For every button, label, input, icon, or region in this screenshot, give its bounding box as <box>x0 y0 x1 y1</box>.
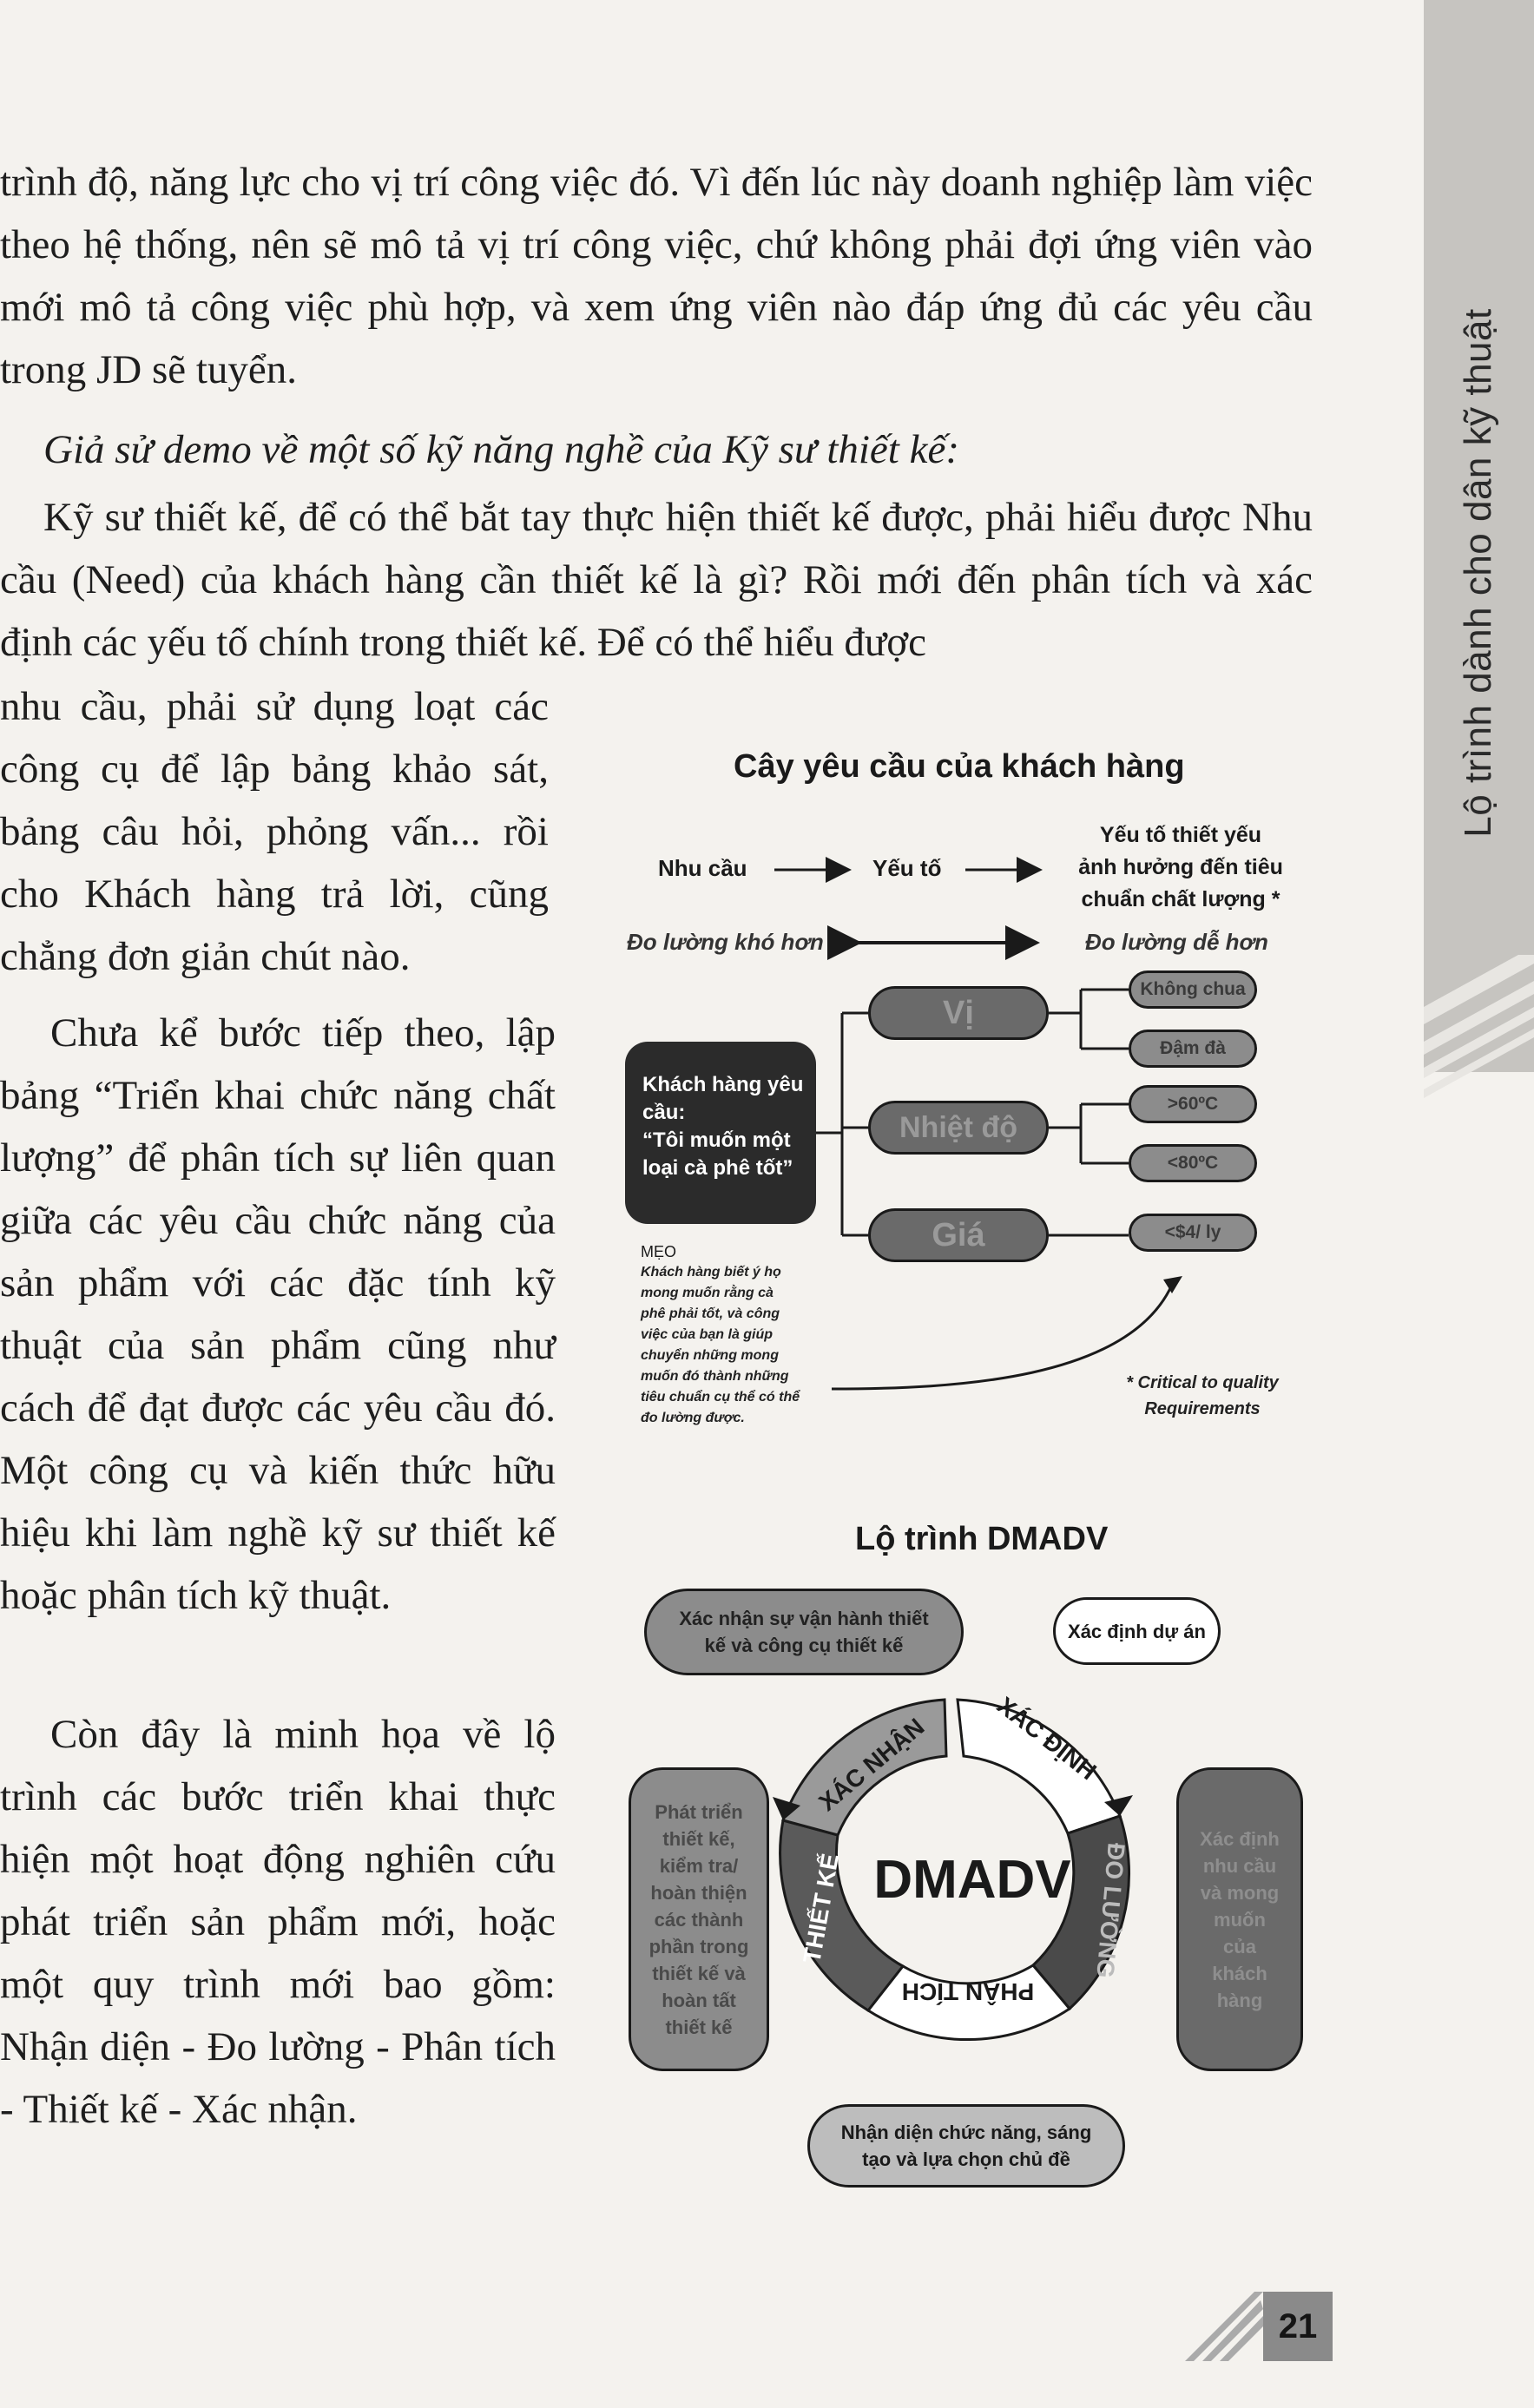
paragraph-3: Kỹ sư thiết kế, để có thể bắt tay thực hiện thiết kế được, phải hiểu được Nhu cầu (Need) của khách hàng cần thiết kế là gì? Rồi mới đến phân tích và xác định các yếu tố chính trong thiết kế. Để có thể hiểu được <box>0 495 1313 665</box>
harder-label: Đo lường khó hơn <box>627 929 824 955</box>
page-number-stripes <box>1185 2292 1263 2361</box>
factor-temperature: Nhiệt độ <box>868 1101 1049 1155</box>
easier-label: Đo lường dễ hơn <box>1085 929 1268 955</box>
tree-title: Cây yêu cầu của khách hàng <box>734 748 1185 785</box>
ctq-above-60: >60ºC <box>1129 1085 1257 1123</box>
running-head: Lộ trình dành cho dân kỹ thuật <box>1457 308 1499 838</box>
box-measure-line: muốn <box>1214 1908 1266 1931</box>
box-measure-line: của <box>1223 1935 1256 1957</box>
segment-measure-label: ĐO LƯỜNG <box>1091 1841 1130 1979</box>
box-design-line: thiết kế và <box>652 1962 746 1984</box>
box-measure-line: nhu cầu <box>1202 1854 1277 1877</box>
segment-design-label: THIẾT KẾ <box>798 1851 844 1965</box>
box-design-line: Phát triển <box>655 1800 743 1823</box>
box-verify-line1: Xác nhận sự vận hành thiết <box>679 1608 929 1629</box>
box-design-line: thiết kế, <box>662 1827 735 1850</box>
box-design-line: phần trong <box>648 1935 749 1957</box>
ctq-below-80: <80ºC <box>1129 1144 1257 1182</box>
paragraph-1: trình độ, năng lực cho vị trí công việc đó. Vì đến lúc này doanh nghiệp làm việc theo hệ thống, nên sẽ mô tả vị trí công việc, chứ không phải đợi ứng viên vào mới mô tả công việc phù hợp, và xem ứng viên nào đáp ứng đủ các yêu cầu trong JD sẽ tuyển. <box>0 160 1313 392</box>
col-need: Nhu cầu <box>658 855 747 881</box>
box-verify-line2: kế và công cụ thiết kế <box>704 1635 904 1656</box>
ctq-rich: Đậm đà <box>1129 1030 1257 1068</box>
ctq-price: <$4/ ly <box>1129 1214 1257 1252</box>
tip-line: đo lường được. <box>641 1411 745 1425</box>
factor-taste: Vị <box>868 986 1049 1040</box>
box-design-line: các thành <box>654 1908 744 1931</box>
box-design-line: thiết kế <box>665 2016 733 2038</box>
box-measure-line: và mong <box>1200 1881 1280 1904</box>
box-analyze-line1: Nhận diện chức năng, sáng <box>840 2122 1092 2143</box>
ctq-note-line1: * Critical to quality <box>1126 1373 1279 1392</box>
ctq-not-sour: Không chua <box>1129 970 1257 1009</box>
col-ctq-line2: ảnh hưởng đến tiêu <box>1078 855 1283 879</box>
tip-line: phê phải tốt, và công <box>641 1306 780 1321</box>
box-measure-line: khách <box>1212 1962 1267 1984</box>
paragraph-5: Chưa kể bước tiếp theo, lập bảng “Triển khai chức năng chất lượng” để phân tích sự liên quan giữa các yêu cầu chức năng của sản phẩm với các đặc tính kỹ thuật của sản phẩm cũng như cách để đạt được các yêu cầu đó. Một công cụ và kiến thức hữu hiệu khi làm nghề kỹ sư thiết kế hoặc phân tích kỹ thuật. <box>0 1010 556 1618</box>
dmadv-ring <box>773 1692 1133 2040</box>
col-factor: Yếu tố <box>872 855 942 881</box>
col-ctq-line3: chuẩn chất lượng * <box>1081 887 1281 911</box>
customer-line4: loại cà phê tốt” <box>642 1156 793 1180</box>
customer-line3: “Tôi muốn một <box>642 1128 791 1152</box>
tip-line: Khách hàng biết ý họ <box>641 1265 781 1280</box>
box-define: Xác định dự án <box>1053 1597 1221 1665</box>
tip-line: việc của bạn là giúp <box>641 1327 774 1342</box>
ctq-note-line2: Requirements <box>1144 1399 1261 1418</box>
paragraph-2: Giả sử demo về một số kỹ năng nghề của Kỹ sư thiết kế: <box>43 427 959 472</box>
box-design-line: kiểm tra/ <box>659 1854 739 1877</box>
tip-label: MẸO <box>641 1243 677 1260</box>
tip-line: muốn đó thành những <box>641 1369 789 1384</box>
segment-define-label: XÁC ĐỊNH <box>991 1691 1102 1786</box>
segment-analyze-label: PHÂN TÍCH <box>901 1978 1035 2005</box>
tree-connectors <box>816 990 1172 1389</box>
segment-verify-label: XÁC NHẬN <box>813 1713 930 1817</box>
customer-line2: cầu: <box>642 1101 686 1124</box>
col-ctq-line1: Yếu tố thiết yếu <box>1099 823 1262 847</box>
dmadv-center-text: DMADV <box>873 1850 1071 1910</box>
box-measure-line: hàng <box>1216 1989 1263 2011</box>
box-design-line: hoàn tất <box>662 1989 736 2011</box>
tip-line: chuyển những mong <box>641 1348 779 1363</box>
tip-line: tiêu chuẩn cụ thể có thể <box>641 1390 800 1405</box>
box-analyze-line2: tạo và lựa chọn chủ đề <box>862 2148 1070 2170</box>
paragraph-4: nhu cầu, phải sử dụng loạt các công cụ để lập bảng khảo sát, bảng câu hỏi, phỏng vấn... rồi cho Khách hàng trả lời, cũng chẳng đơn giản chút nào. <box>0 684 549 979</box>
segment-design <box>780 1820 903 2010</box>
paragraph-6: Còn đây là minh họa về lộ trình các bước triển khai thực hiện một hoạt động nghiên cứu phát triển sản phẩm mới, hoặc một quy trình mới bao gồm: Nhận diện - Đo lường - Phân tích - Thiết kế - Xác nhận. <box>0 1712 556 2132</box>
page-number: 21 <box>1263 2292 1333 2361</box>
dmadv-title: Lộ trình DMADV <box>855 1521 1109 1557</box>
tip-line: mong muốn rằng cà <box>641 1286 774 1300</box>
box-measure-line: Xác định <box>1200 1827 1280 1850</box>
box-design-line: hoàn thiện <box>650 1881 747 1904</box>
customer-line1: Khách hàng yêu <box>642 1073 804 1096</box>
factor-price: Giá <box>868 1208 1049 1262</box>
